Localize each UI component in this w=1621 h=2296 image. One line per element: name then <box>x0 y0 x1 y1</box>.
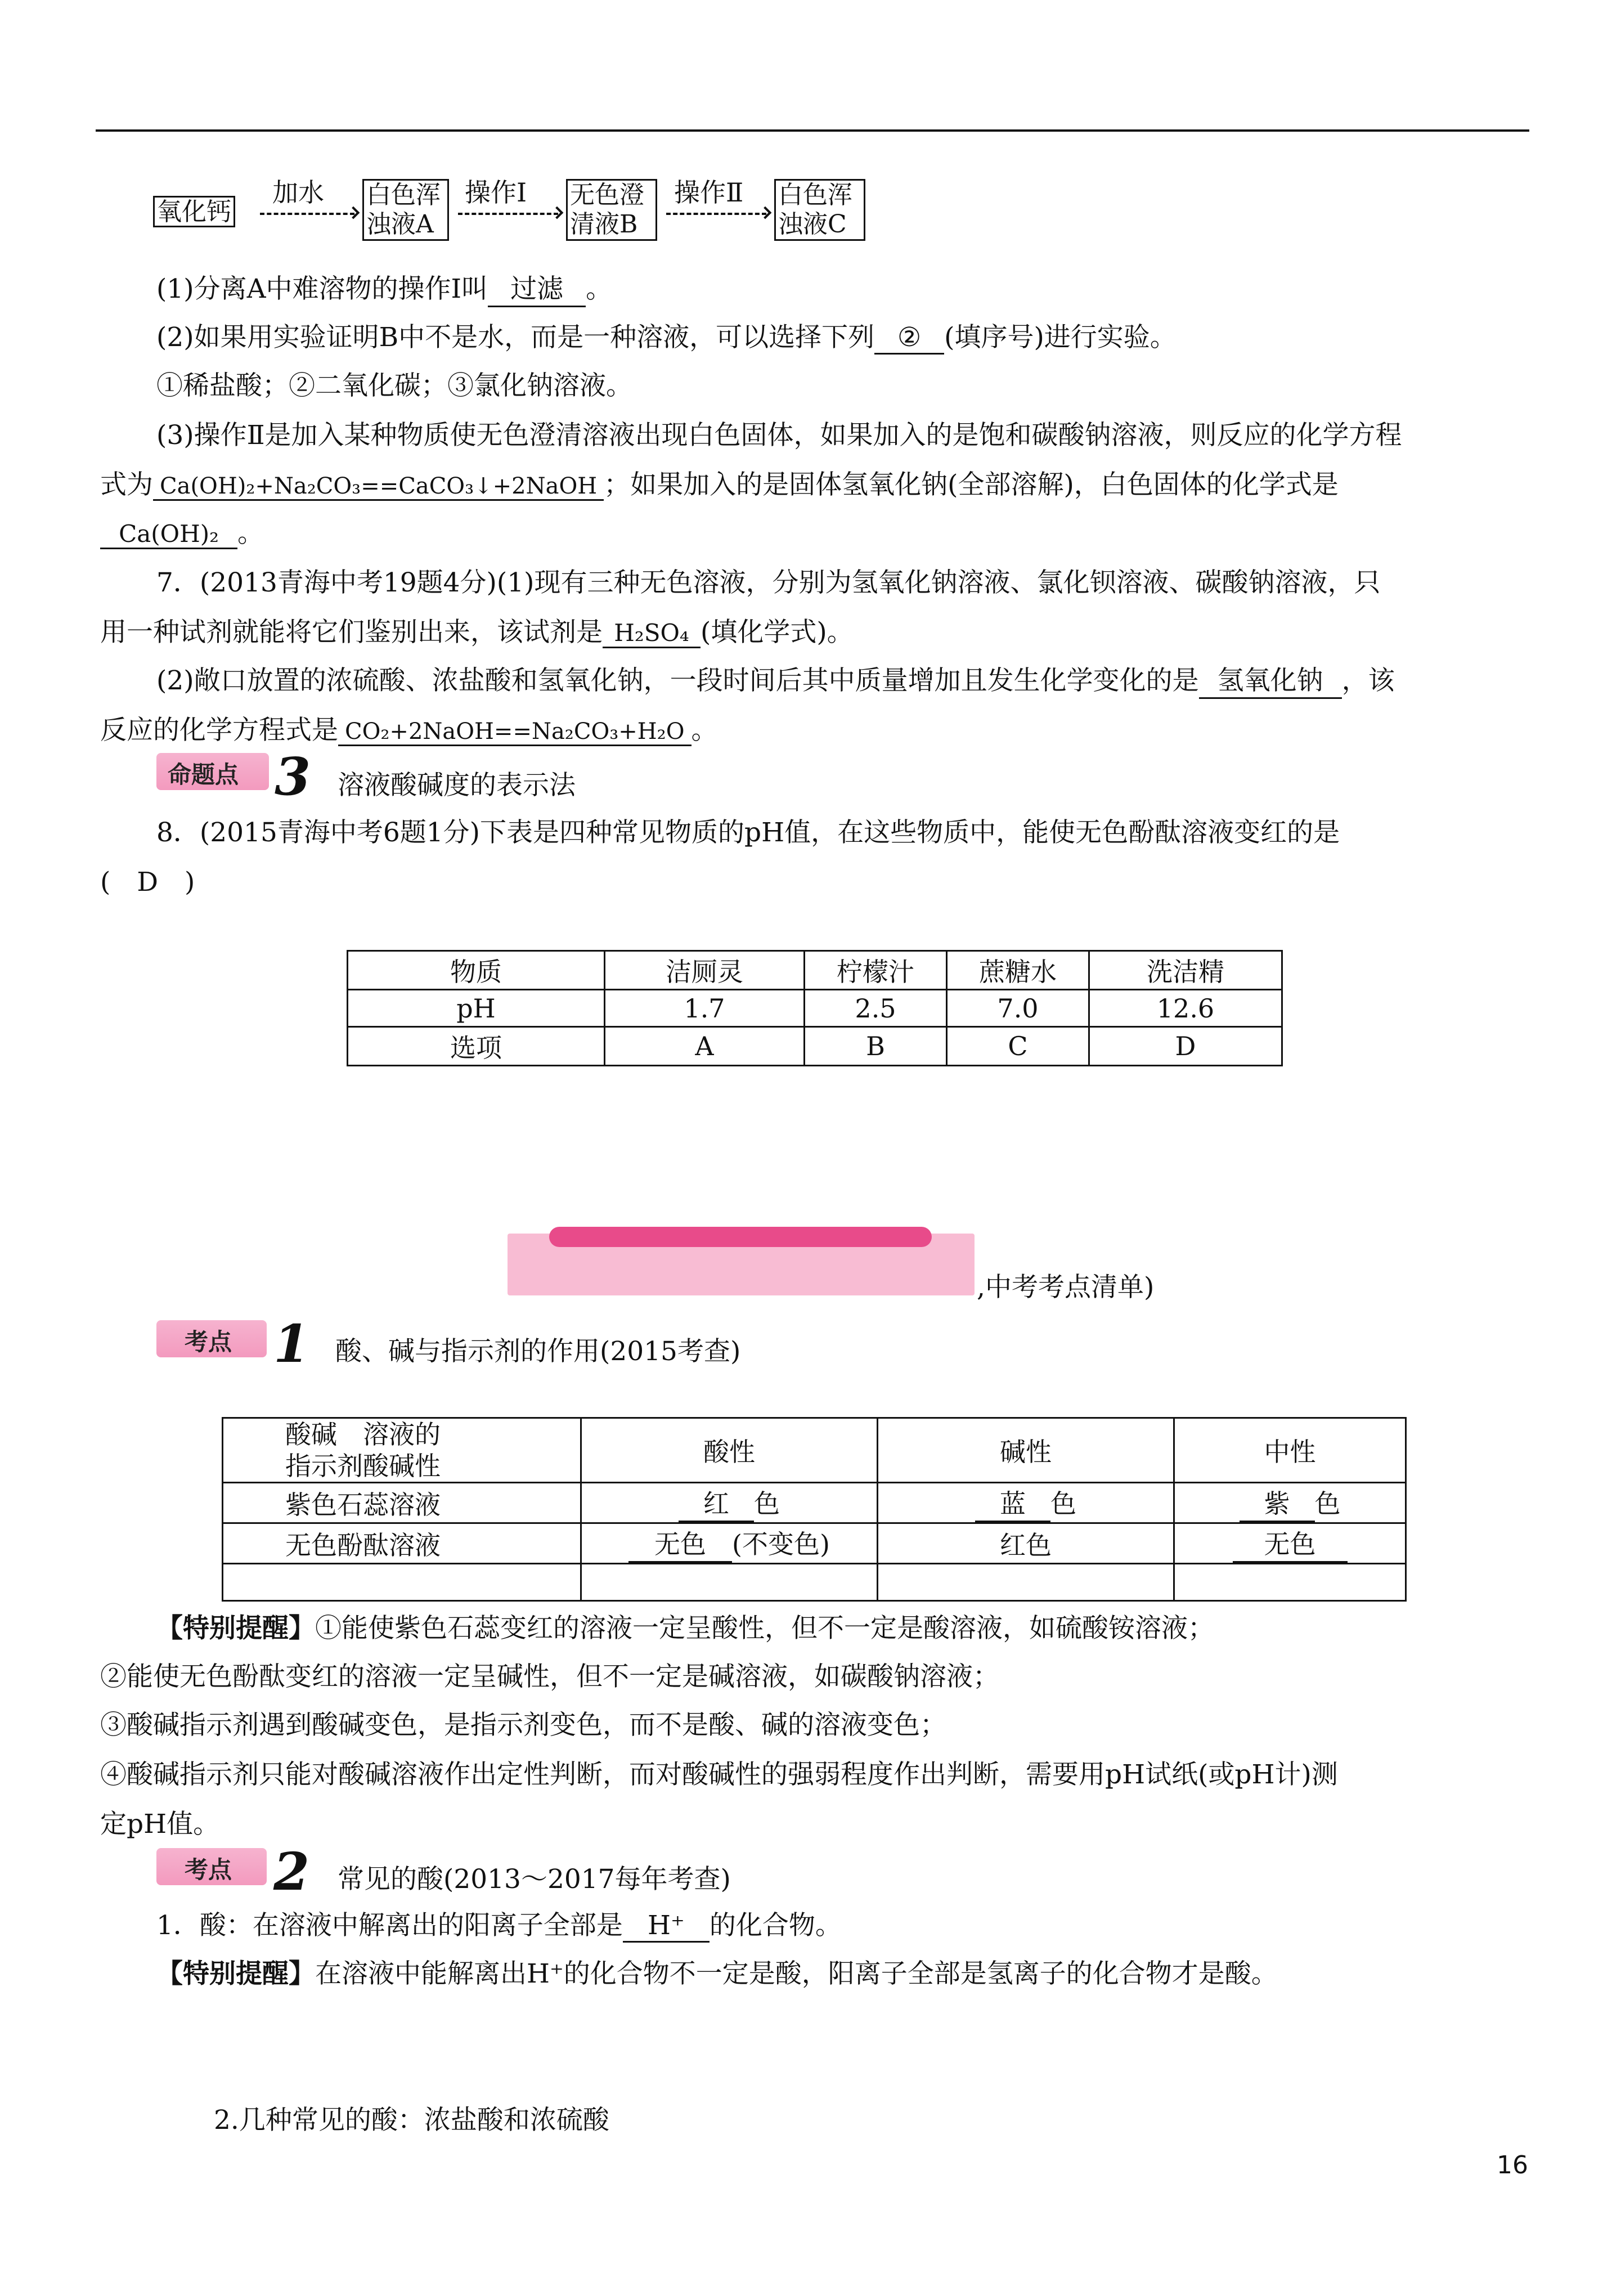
q8-line1: 8．(2015青海中考6题1分)下表是四种常见物质的pH值，在这些物质中，能使无色酚酞溶液变红的是 <box>156 817 1340 848</box>
flow-arrow-2 <box>458 213 558 215</box>
flow-box-3-line2: 浊液C <box>778 210 847 239</box>
table-cell: 7.0 <box>947 990 1089 1027</box>
q6-part2-options: ①稀盐酸；②二氧化碳；③氯化钠溶液。 <box>156 370 632 401</box>
table-row <box>223 1523 1406 1564</box>
kp2-title: 常见的酸(2013～2017每年考查) <box>338 1864 731 1895</box>
table-row <box>348 951 1282 990</box>
indicator-table <box>222 1417 1407 1602</box>
reminder1-line3: ③酸碱指示剂遇到酸碱变色，是指示剂变色，而不是酸、碱的溶液变色； <box>100 1710 946 1741</box>
reminder1-line1: 【特别提醒】①能使紫色石蕊变红的溶液一定呈酸性，但不一定是酸溶液，如硫酸铵溶液； <box>156 1613 1214 1644</box>
q8-line2: ( D ) <box>100 867 195 898</box>
q6-part1-answer: 过滤 <box>488 268 586 307</box>
flow-box-1-line2: 浊液A <box>366 210 434 239</box>
table-cell: 蔗糖水 <box>947 951 1089 990</box>
reminder1-line4b: 定pH值。 <box>100 1809 220 1840</box>
q6-part3-formula-answer: Ca(OH)₂ <box>100 520 237 549</box>
kp2-tag-label: 考点 <box>185 1856 232 1884</box>
flow-start-label: 氧化钙 <box>157 198 231 226</box>
answer-blank: 紫 <box>1240 1483 1315 1522</box>
table-cell: 无色 (不变色) <box>581 1523 878 1564</box>
table-cell: A <box>605 1027 805 1066</box>
table-cell: 选项 <box>348 1027 605 1066</box>
table-cell <box>1174 1564 1406 1601</box>
table-row <box>348 1027 1282 1066</box>
q6-part2: (2)如果用实验证明B中不是水，而是一种溶液，可以选择下列 ② (填序号)进行实验。 <box>156 316 1177 355</box>
table-cell <box>223 1564 581 1601</box>
table-cell <box>581 1564 878 1601</box>
section-banner-highlight <box>549 1227 932 1247</box>
reminder1-label: 【特别提醒】 <box>156 1613 315 1644</box>
reminder2: 【特别提醒】在溶液中能解离出H⁺的化合物不一定是酸，阳离子全部是氢离子的化合物才是酸。 <box>156 1958 1278 1989</box>
flow-step1-label: 加水 <box>272 177 324 208</box>
table-row <box>223 1418 1406 1483</box>
header-neutral: 中性 <box>1174 1418 1406 1483</box>
table-cell <box>1174 1523 1406 1564</box>
acid-definition-answer: H⁺ <box>623 1910 710 1943</box>
flow-box-2-line2: 清液B <box>570 210 638 239</box>
flow-start-box <box>153 196 235 227</box>
topic3-tag <box>156 746 342 807</box>
table-cell: B <box>805 1027 947 1066</box>
flow-box-1 <box>362 179 449 241</box>
q7-reagent-answer: H₂SO₄ <box>603 619 701 648</box>
table-cell: 洗洁精 <box>1089 951 1282 990</box>
reminder2-label: 【特别提醒】 <box>156 1958 315 1989</box>
flow-box-3 <box>774 179 865 241</box>
kp1-tag <box>156 1313 325 1374</box>
kp2-number: 2 <box>273 1841 310 1902</box>
flow-arrow-1-head <box>347 207 360 219</box>
table-cell: pH <box>348 990 605 1027</box>
q7-substance-answer: 氢氧化钠 <box>1199 660 1342 699</box>
corner-top-label: 酸碱 溶液的 <box>285 1419 441 1450</box>
kp1-tag-label: 考点 <box>185 1328 232 1356</box>
flow-step2-label: 操作Ⅰ <box>465 177 527 208</box>
page-number: 16 <box>1497 2151 1528 2180</box>
topic3-tag-label: 命题点 <box>168 761 239 788</box>
topic3-title: 溶液酸碱度的表示法 <box>338 770 576 801</box>
q7-line1: 7．(2013青海中考19题4分)(1)现有三种无色溶液，分别为氢氧化钠溶液、氯化钡溶液、碳酸钠溶液，只 <box>156 567 1381 598</box>
flow-arrow-3 <box>666 213 766 215</box>
table-cell: 1.7 <box>605 990 805 1027</box>
flow-box-3-line1: 白色浑 <box>778 181 852 209</box>
flow-box-2-line1: 无色澄 <box>570 181 644 209</box>
q7-line4: 反应的化学方程式是 CO₂+2NaOH==Na₂CO₃+H₂O 。 <box>100 715 718 746</box>
q7-line3: (2)敞口放置的浓硫酸、浓盐酸和氢氧化钠，一段时间后其中质量增加且发生化学变化的是 氢氧化钠 ，该 <box>156 660 1395 699</box>
header-base: 碱性 <box>878 1418 1174 1483</box>
q6-part3-line1: (3)操作Ⅱ是加入某种物质使无色澄清溶液出现白色固体，如果加入的是饱和碳酸钠溶液，则反应的化学方程 <box>156 420 1402 451</box>
table-cell: 红色 <box>878 1523 1174 1564</box>
header-rule <box>96 129 1529 132</box>
table-corner-cell <box>223 1418 581 1483</box>
q6-part2-answer: ② <box>874 322 944 355</box>
table-cell <box>878 1564 1174 1601</box>
table-cell: 紫色石蕊溶液 <box>223 1483 581 1523</box>
topic3-number: 3 <box>275 746 311 807</box>
kp1-title: 酸、碱与指示剂的作用(2015考查) <box>335 1336 741 1367</box>
table-cell: 洁厕灵 <box>605 951 805 990</box>
kp2-tag <box>156 1841 325 1902</box>
flow-step3-label: 操作Ⅱ <box>674 177 744 208</box>
q6-part3-line2: 式为 Ca(OH)₂+Na₂CO₃==CaCO₃↓+2NaOH ；如果加入的是固体氢氧化钠(全部溶解)，白色固体的化学式是 <box>100 469 1339 500</box>
table-row <box>223 1564 1406 1601</box>
ph-table <box>347 950 1283 1066</box>
q6-part3-equation-answer: Ca(OH)₂+Na₂CO₃==CaCO₃↓+2NaOH <box>153 473 604 501</box>
corner-bottom-label: 指示剂酸碱性 <box>285 1451 441 1481</box>
answer-blank: 红 <box>679 1483 754 1522</box>
table-cell: 蓝 色 <box>878 1483 1174 1523</box>
table-cell: 12.6 <box>1089 990 1282 1027</box>
flow-box-2 <box>566 179 657 241</box>
table-row <box>223 1483 1406 1523</box>
answer-blank: 蓝 <box>975 1483 1050 1522</box>
table-row <box>348 990 1282 1027</box>
table-cell: 物质 <box>348 951 605 990</box>
flow-arrow-3-head <box>759 207 772 219</box>
table-cell: 无色酚酞溶液 <box>223 1523 581 1564</box>
kp1-number: 1 <box>273 1313 310 1374</box>
answer-blank: 无色 <box>628 1524 732 1563</box>
header-acid: 酸性 <box>581 1418 878 1483</box>
acid-definition: 1．酸：在溶液中解离出的阳离子全部是 H⁺ 的化合物。 <box>156 1904 842 1943</box>
q7-equation-answer: CO₂+2NaOH==Na₂CO₃+H₂O <box>338 719 691 746</box>
section-title: ,中考考点清单) <box>977 1272 1155 1303</box>
table-cell: D <box>1089 1027 1282 1066</box>
q6-part3-line3: Ca(OH)₂ 。 <box>100 512 264 550</box>
reminder1-line2: ②能使无色酚酞变红的溶液一定呈碱性，但不一定是碱溶液，如碳酸钠溶液； <box>100 1661 999 1692</box>
table-cell: 红 色 <box>581 1483 878 1523</box>
q7-line2: 用一种试剂就能将它们鉴别出来，该试剂是 H₂SO₄ (填化学式)。 <box>100 617 854 648</box>
subsection-2: 2.几种常见的酸：浓盐酸和浓硫酸 <box>214 2105 609 2136</box>
flow-box-1-line1: 白色浑 <box>366 181 441 209</box>
answer-blank: 无色 <box>1233 1524 1348 1563</box>
table-cell: 2.5 <box>805 990 947 1027</box>
table-cell: 柠檬汁 <box>805 951 947 990</box>
reminder1-line4a: ④酸碱指示剂只能对酸碱溶液作出定性判断，而对酸碱性的强弱程度作出判断，需要用pH试纸(或pH计)测 <box>100 1759 1338 1790</box>
q6-part1: (1)分离A中难溶物的操作Ⅰ叫 过滤 。 <box>156 268 612 307</box>
flow-arrow-1 <box>260 213 354 215</box>
table-cell: C <box>947 1027 1089 1066</box>
flow-arrow-2-head <box>551 207 564 219</box>
table-cell: 紫 色 <box>1174 1483 1406 1523</box>
